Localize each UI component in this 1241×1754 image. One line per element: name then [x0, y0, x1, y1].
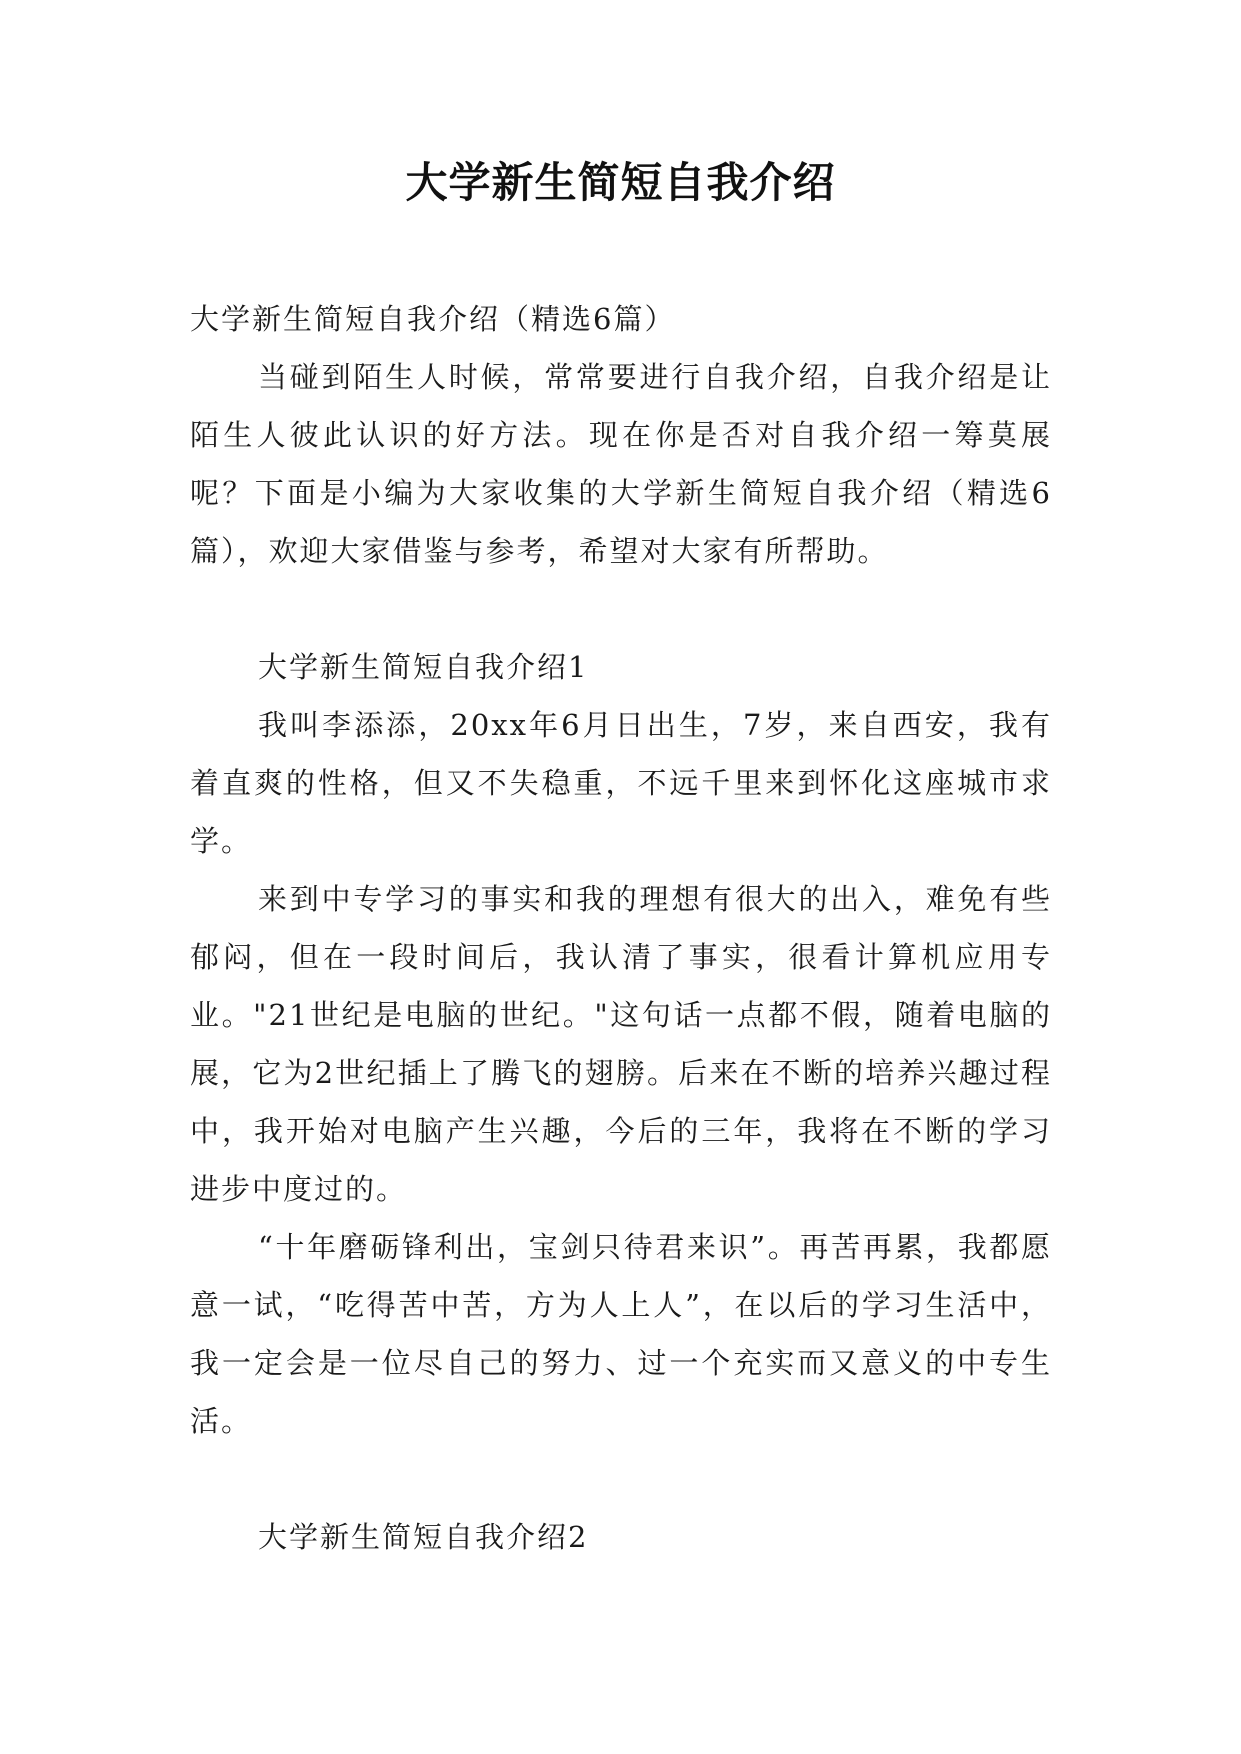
section-spacer: [190, 580, 1052, 638]
intro-paragraph: 当碰到陌生人时候，常常要进行自我介绍，自我介绍是让陌生人彼此认识的好方法。现在你是否对自我介绍一筹莫展呢？下面是小编为大家收集的大学新生简短自我介绍（精选6篇），欢迎大家借鉴与参考，希望对大家有所帮助。: [190, 360, 1052, 568]
section-spacer: [190, 1450, 1052, 1508]
section-1-heading: 大学新生简短自我介绍1: [258, 650, 589, 684]
document-title: 大学新生简短自我介绍: [405, 158, 836, 207]
document-body: [190, 290, 1052, 1566]
section-1-paragraph-2: 来到中专学习的事实和我的理想有很大的出入，难免有些郁闷，但在一段时间后，我认清了事实，很看计算机应用专业。"21世纪是电脑的世纪。"这句话一点都不假，随着电脑的展，它为2世纪插上了腾飞的翅膀。后来在不断的培养兴趣过程中，我开始对电脑产生兴趣，今后的三年，我将在不断的学习进步中度过的。: [190, 882, 1052, 1206]
section-2-heading: 大学新生简短自我介绍2: [258, 1520, 589, 1554]
section-1-paragraph-3: “十年磨砺锋利出，宝剑只待君来识”。再苦再累，我都愿意一试，“吃得苦中苦，方为人上人”，在以后的学习生活中，我一定会是一位尽自己的努力、过一个充实而又意义的中专生活。: [190, 1230, 1052, 1438]
section-1-paragraph-1: 我叫李添添，20xx年6月日出生，7岁，来自西安，我有着直爽的性格，但又不失稳重，不远千里来到怀化这座城市求学。: [190, 708, 1052, 858]
intro-heading: 大学新生简短自我介绍（精选6篇）: [190, 302, 676, 336]
